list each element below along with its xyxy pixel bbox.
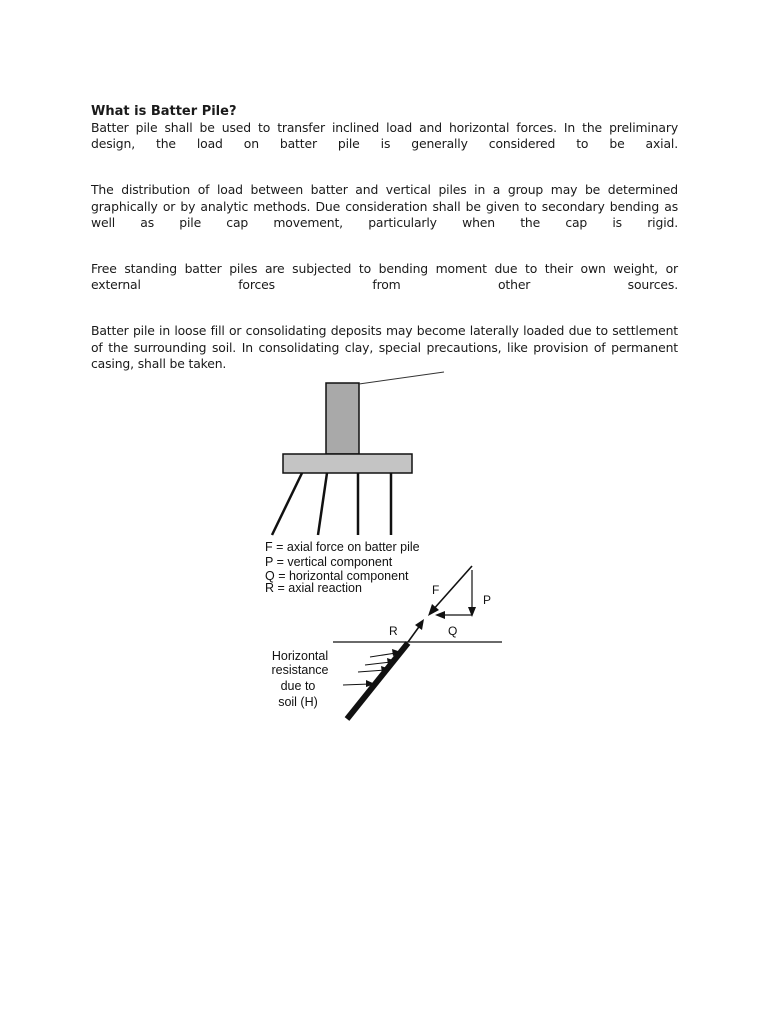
load-line	[359, 372, 444, 384]
paragraph-line: external forces from other sources.	[91, 277, 678, 293]
label-q: Q	[448, 624, 458, 638]
horizontal-q-arrowhead	[435, 611, 445, 619]
legend-r: R = axial reaction	[265, 581, 362, 595]
pile-cap	[283, 454, 412, 473]
legend-q: Q = horizontal component	[265, 569, 409, 583]
label-f: F	[432, 583, 440, 597]
soil-arrow-3	[358, 670, 385, 672]
pile-column	[326, 383, 359, 454]
resistance-line-2: resistance	[271, 663, 329, 677]
legend-f: F = axial force on batter pile	[265, 540, 420, 554]
legend-p: P = vertical component	[265, 555, 393, 569]
paragraph-line: casing, shall be taken.	[91, 355, 227, 371]
batter-pile-inner	[318, 473, 327, 535]
label-r: R	[389, 624, 398, 638]
paragraph-line: Batter pile shall be used to transfer inclined load and horizontal forces. In the preliminary	[91, 120, 678, 135]
batter-pile-outer	[272, 473, 302, 535]
resistance-line-3: due to	[280, 679, 316, 693]
soil-arrow-1	[370, 653, 396, 657]
paragraph-line: The distribution of load between batter and vertical piles in a group may be determined	[91, 182, 678, 198]
paragraph-line: graphically or by analytic methods. Due consideration shall be given to secondary bending as	[91, 198, 678, 214]
reaction-r-arrowhead	[415, 619, 424, 630]
paragraph-line: well as pile cap movement, particularly when the cap is rigid.	[91, 214, 678, 230]
paragraph-line: Free standing batter piles are subjected to bending moment due to their own weight, or	[91, 261, 678, 277]
resistance-line-4: soil (H)	[278, 695, 318, 709]
resistance-line-1: Horizontal	[271, 649, 329, 663]
batter-pile-detail	[347, 643, 408, 719]
heading: What is Batter Pile?	[91, 104, 237, 119]
label-p: P	[483, 593, 492, 607]
paragraph-line: design, the load on batter pile is generally considered to be axial.	[91, 136, 678, 152]
paragraph-line: Batter pile in loose fill or consolidating deposits may become laterally loaded due to settlement	[91, 323, 678, 339]
soil-arrow-4	[343, 684, 370, 685]
paragraph-line: of the surrounding soil. In consolidating clay, special precautions, like provision of permanent	[91, 339, 678, 355]
